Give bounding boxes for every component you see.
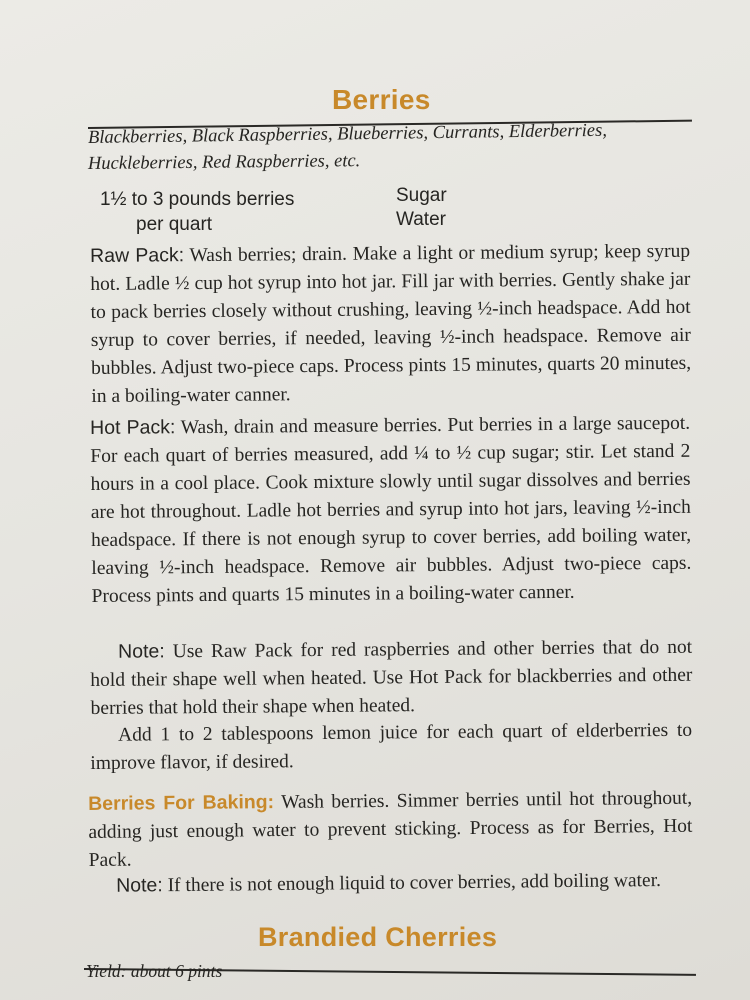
cherries-yield: Yield: about 6 pints — [86, 961, 223, 981]
berries-title: Berries — [332, 84, 431, 115]
hot-pack-paragraph — [90, 409, 692, 611]
cherries-title: Brandied Cherries — [258, 922, 498, 952]
ingredient-quantity: 1½ to 3 pounds berries — [100, 189, 295, 210]
baking-label: Berries For Baking: — [88, 791, 275, 815]
raw-pack-text: Wash berries; drain. Make a light or medium syrup; keep syrup hot. Ladle ½ cup hot syrup into hot jar. Fill jar with berries. Gently shake jar to pack berries closely without crushing, leaving ½-inch headspace. Add hot syrup to cover berries, if needed, leaving ½-inch headspace. Remove air bubbles. Adjust two-piece caps. Process pints 15 minutes, quarts 20 minutes, in a boiling-water canner. — [90, 240, 692, 407]
note2-paragraph — [88, 866, 698, 901]
note2-text: If there is not enough liquid to cover berries, add boiling water. — [167, 870, 662, 897]
hot-pack-label: Hot Pack: — [90, 416, 176, 439]
berries-varieties-line2: Huckleberries, Red Raspberries, etc. — [87, 151, 361, 174]
note-paragraph — [90, 633, 693, 723]
ingredient-unit: per quart — [136, 214, 213, 235]
note-label: Note: — [118, 640, 165, 663]
note-text: Use Raw Pack for red raspberries and other berries that do not hold their shape well when heated. Use Hot Pack for blackberries and other berries that hold their shape when heated. — [90, 636, 693, 719]
raw-pack-paragraph — [90, 237, 691, 411]
ingredient-water: Water — [396, 209, 446, 230]
note2-label: Note: — [116, 874, 163, 897]
berries-varieties-line1: Blackberries, Black Raspberries, Blueberries, Currants, Elderberries, — [87, 120, 608, 148]
baking-text: Wash berries. Simmer berries until hot throughout, adding just enough water to prevent sticking. Process as for Berries, Hot Pack. — [88, 787, 693, 871]
raw-pack-label: Raw Pack: — [90, 244, 185, 267]
lemon-text: Add 1 to 2 tablespoons lemon juice for each quart of elderberries to improve flavor, if desired. — [90, 719, 693, 774]
baking-paragraph — [88, 784, 693, 875]
ingredient-sugar: Sugar — [396, 185, 447, 206]
hot-pack-text: Wash, drain and measure berries. Put berries in a large saucepot. For each quart of berries measured, add ¼ to ½ cup sugar; stir. Let stand 2 hours in a cool place. Cook mixture slowly until sugar dissolves and berries are hot throughout. Ladle hot berries and syrup into hot jars, leaving ½-inch headspace. If there is not enough syrup to cover berries, add boiling water, leaving ½-inch headspace. Remove air bubbles. Adjust two-piece caps. Process pints and quarts 15 minutes in a boiling-water canner. — [90, 412, 692, 607]
lemon-paragraph — [90, 717, 692, 778]
